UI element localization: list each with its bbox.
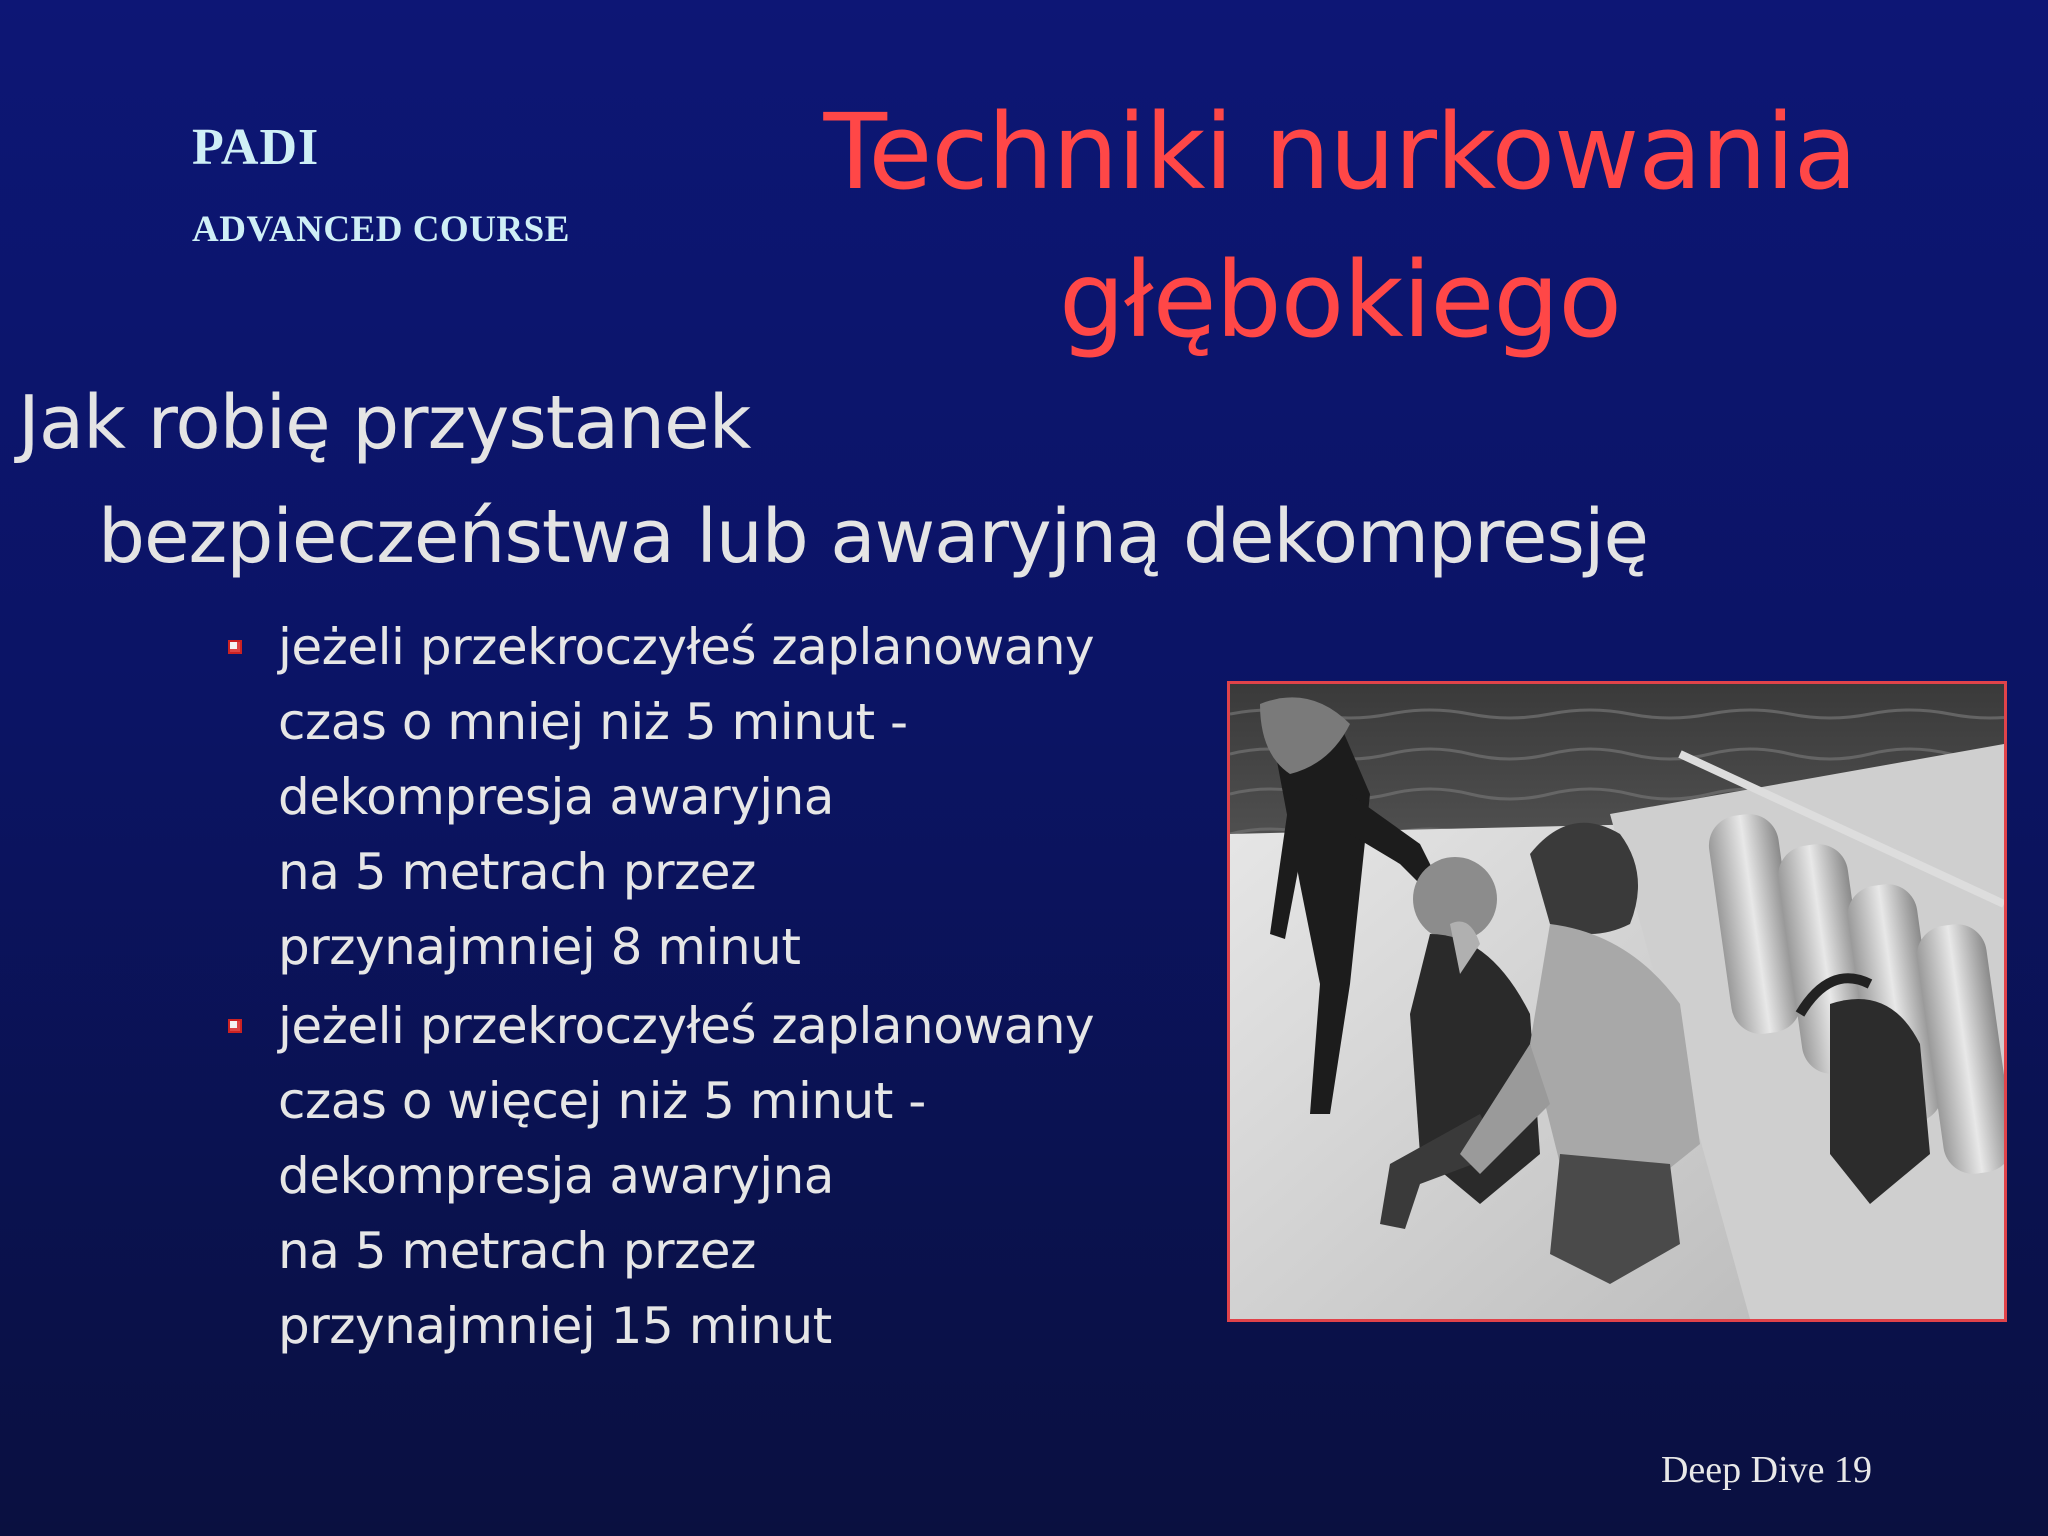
- slide-title-line1: Techniki nurkowania: [823, 91, 1857, 213]
- brand-course: ADVANCED COURSE: [192, 209, 570, 250]
- bullet-text-line: jeżeli przekroczyłeś zaplanowany: [278, 618, 1095, 676]
- bullet-text-line: na 5 metrach przez: [278, 843, 756, 901]
- bullet-item: [228, 610, 1128, 985]
- bullet-text-line: czas o więcej niż 5 minut -: [278, 1072, 926, 1130]
- square-bullet-icon: [228, 640, 242, 654]
- section-heading-line1: Jak robię przystanek: [18, 380, 751, 466]
- bullet-text-line: przynajmniej 8 minut: [278, 918, 801, 976]
- divers-photo-illustration: [1230, 684, 2004, 1319]
- bullet-text-line: na 5 metrach przez: [278, 1222, 756, 1280]
- bullet-text-line: jeżeli przekroczyłeś zaplanowany: [278, 997, 1095, 1055]
- section-heading-line2: bezpieczeństwa lub awaryjną dekompresję: [98, 494, 1649, 580]
- square-bullet-icon: [228, 1019, 242, 1033]
- brand-padi: PADI: [192, 119, 320, 176]
- slide-title: [720, 78, 1960, 374]
- bullet-text-line: dekompresja awaryjna: [278, 768, 834, 826]
- bullet-item: [228, 989, 1128, 1364]
- section-heading: [18, 366, 1918, 594]
- bullet-list: [228, 610, 1128, 1368]
- bullet-text-line: przynajmniej 15 minut: [278, 1297, 832, 1355]
- bullet-text-line: czas o mniej niż 5 minut -: [278, 693, 908, 751]
- bullet-text-line: dekompresja awaryjna: [278, 1147, 834, 1205]
- slide-title-line2: głębokiego: [1059, 239, 1621, 361]
- divers-photo: [1227, 681, 2007, 1322]
- slide-number: Deep Dive 19: [1660, 1449, 1872, 1491]
